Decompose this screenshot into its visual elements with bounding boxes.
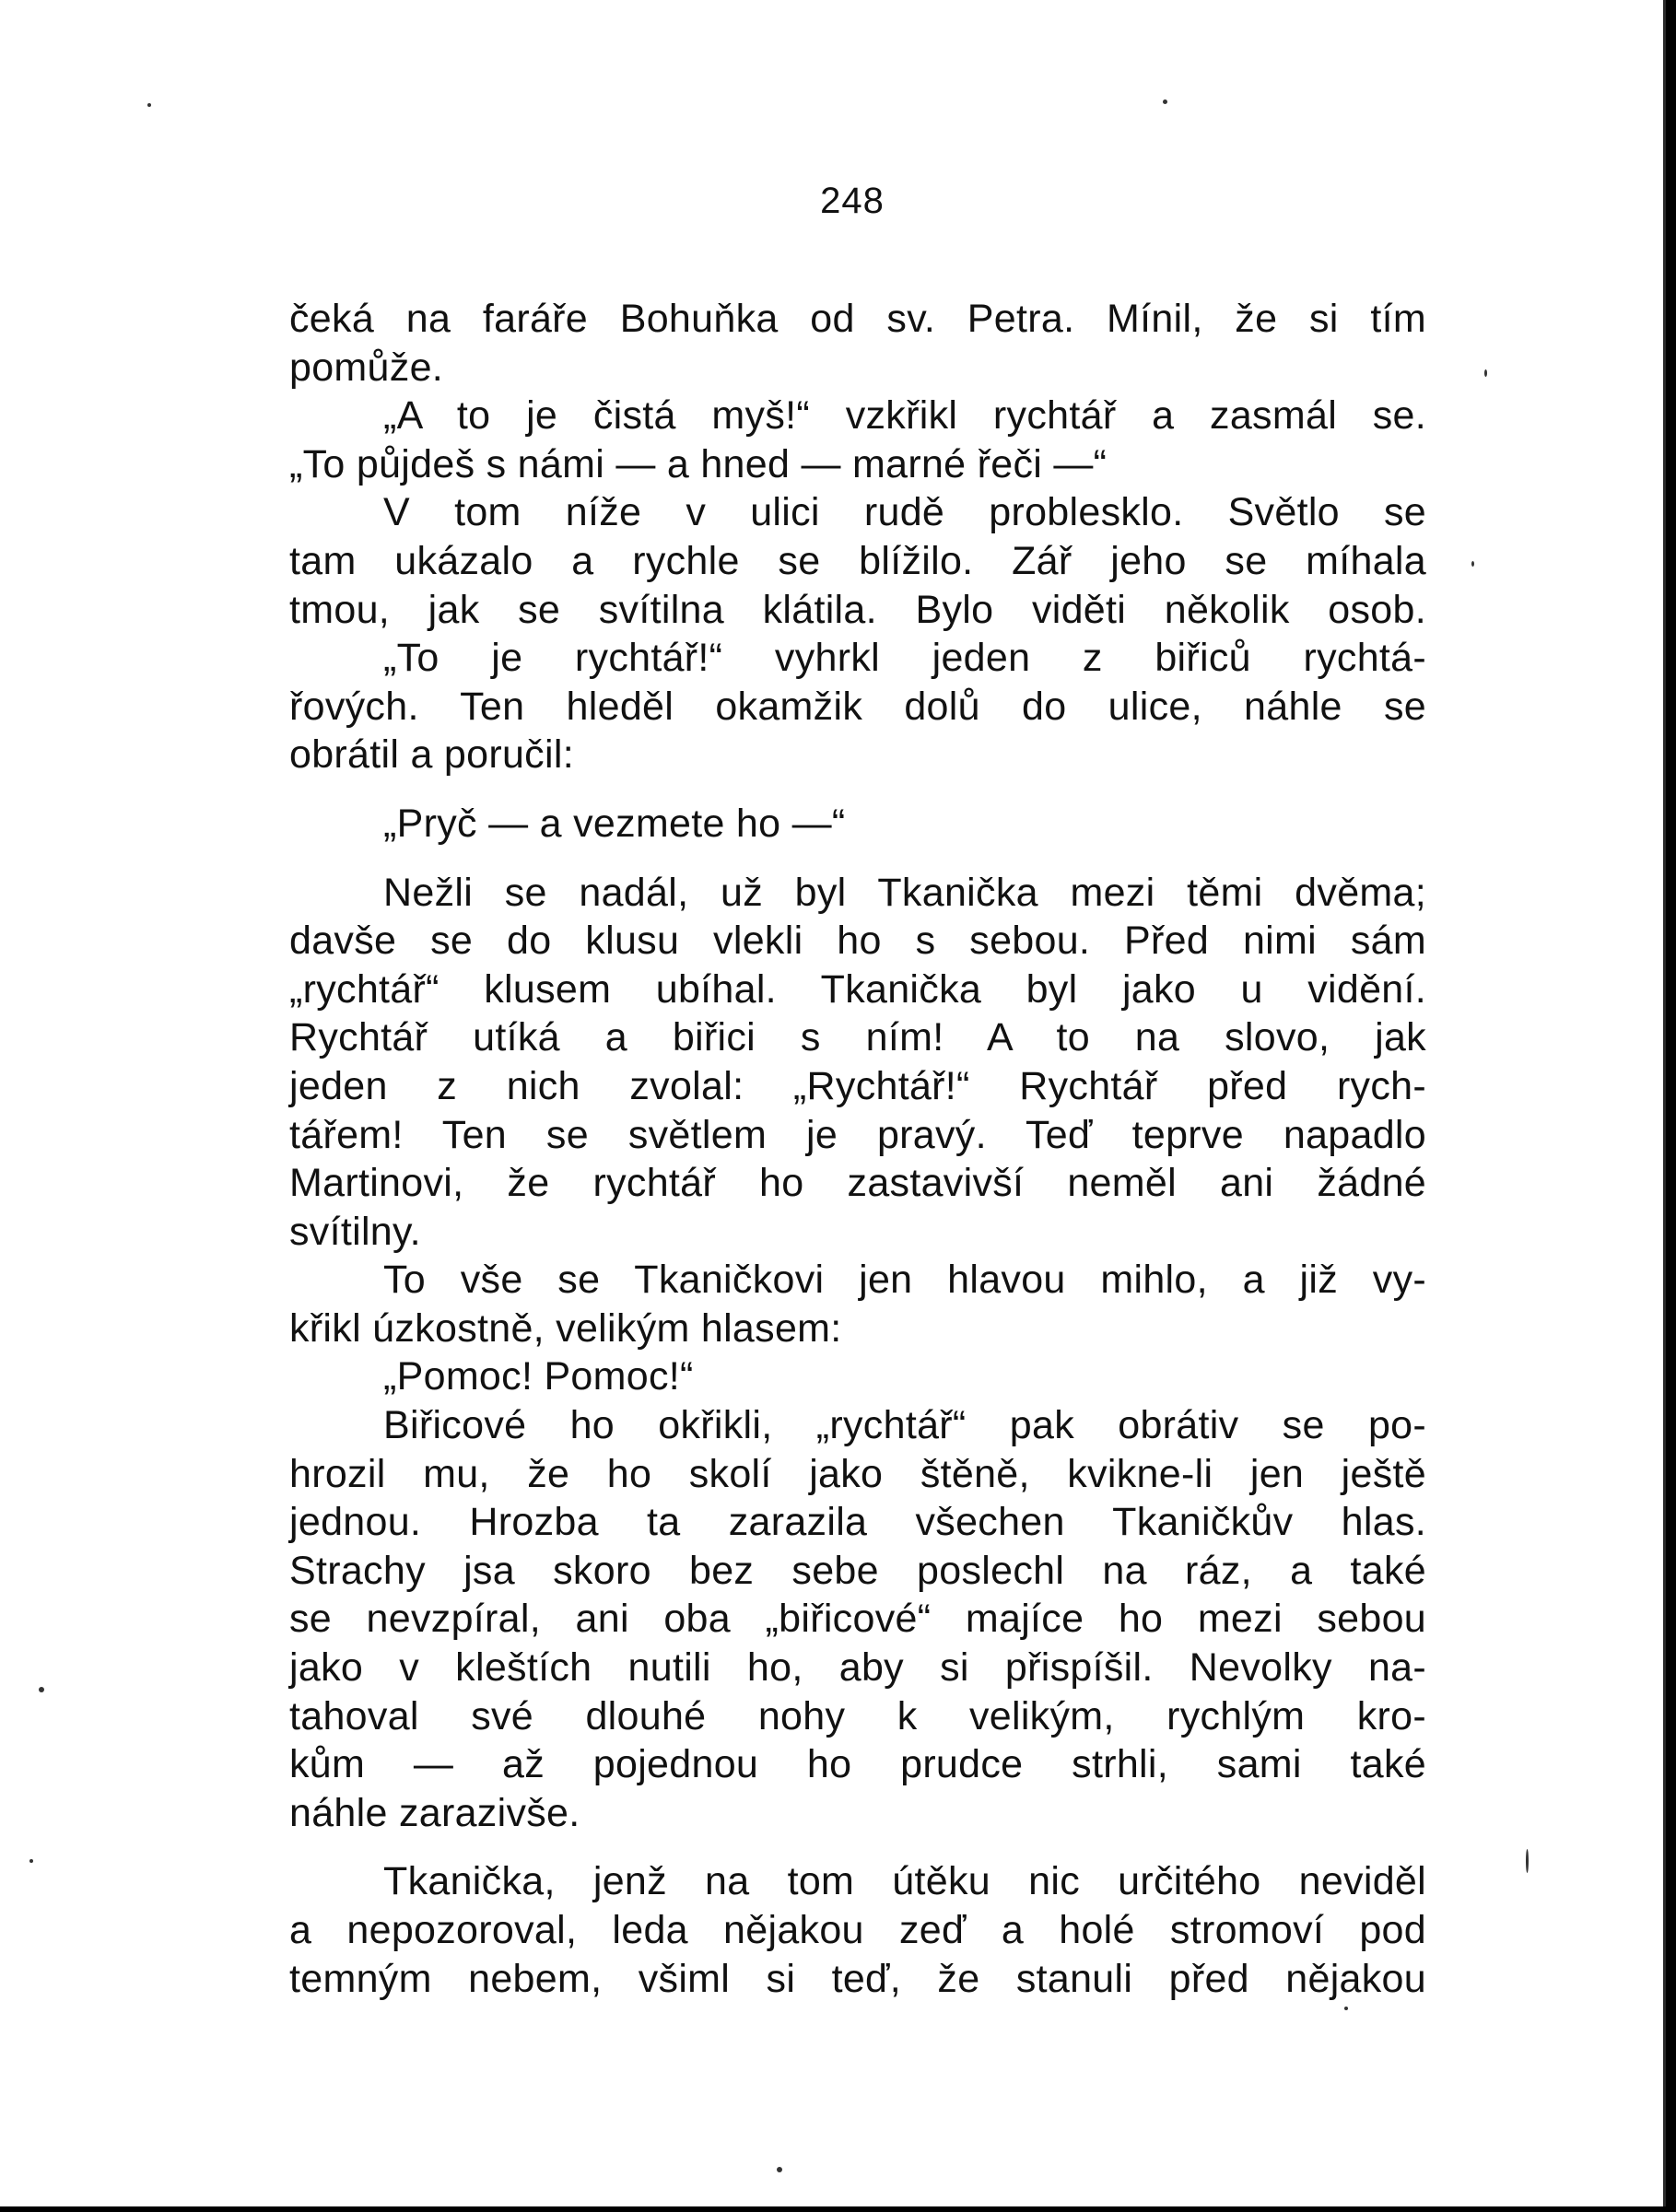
scan-border-bottom — [0, 2206, 1676, 2212]
text-line: tam ukázalo a rychle se blížilo. Zář jeho se míhala — [289, 538, 1426, 583]
text-line: „Pryč — a vezmete ho —“ — [383, 801, 846, 846]
text-line: tmou, jak se svítilna klátila. Bylo viděti několik osob. — [289, 587, 1426, 632]
text-line: náhle zarazivše. — [289, 1790, 580, 1835]
scan-speck — [1471, 561, 1474, 567]
text-line: „A to je čistá myš!“ vzkřikl rychtář a zasmál se. — [383, 393, 1426, 439]
text-line: „rychtář“ klusem ubíhal. Tkanička byl jako u vidění. — [289, 966, 1426, 1012]
scan-border-right — [1666, 0, 1676, 2212]
text-line: jako v kleštích nutili ho, aby si přispíšil. Nevolky na- — [289, 1645, 1426, 1691]
scan-speck — [147, 103, 151, 107]
text-line: křikl úzkostně, velikým hlasem: — [289, 1305, 842, 1351]
text-line: tářem! Ten se světlem je pravý. Teď teprve napadlo — [289, 1112, 1426, 1157]
body-text — [289, 295, 1426, 2003]
text-line: V tom níže v ulici rudě problesklo. Světlo se — [383, 490, 1426, 535]
text-line: hrozil mu, že ho skolí jako štěně, kvikne-li jen ještě — [289, 1451, 1426, 1496]
scan-speck — [1163, 99, 1167, 104]
text-line: davše se do klusu vlekli ho s sebou. Před nimi sám — [289, 919, 1426, 964]
text-line: Biřicové ho okřikli, „rychtář“ pak obrátiv se po- — [383, 1403, 1426, 1448]
text-line: „To půjdeš s námi — a hned — marné řeči —“ — [289, 441, 1108, 486]
scan-speck — [1484, 369, 1487, 377]
text-line: pomůže. — [289, 345, 444, 390]
scan-speck — [1526, 1849, 1529, 1873]
text-line: temným nebem, všiml si teď, že stanuli před nějakou — [289, 1956, 1426, 2001]
text-line: jeden z nich zvolal: „Rychtář!“ Rychtář před rych- — [289, 1063, 1426, 1108]
text-line: se nevzpíral, ani oba „biřicové“ majíce ho mezi sebou — [289, 1597, 1426, 1642]
scan-speck — [29, 1859, 33, 1863]
text-line: čeká na faráře Bohuňka od sv. Petra. Mínil, že si tím — [289, 297, 1426, 341]
text-line: Rychtář utíká a biřici s ním! A to na slovo, jak — [289, 1015, 1426, 1060]
text-line: Tkanička, jenž na tom útěku nic určitého neviděl — [383, 1859, 1426, 1904]
text-line: a nepozoroval, leda nějakou zeď a holé stromoví pod — [289, 1908, 1426, 1952]
text-line: Strachy jsa skoro bez sebe poslechl na ráz, a také — [289, 1548, 1426, 1593]
text-line: Martinovi, že rychtář ho zastavivší neměl ani žádné — [289, 1161, 1426, 1206]
text-line: „Pomoc! Pomoc!“ — [383, 1354, 694, 1399]
text-line: tahoval své dlouhé nohy k velikým, rychlým kro- — [289, 1693, 1426, 1738]
text-line: řových. Ten hleděl okamžik dolů do ulice, náhle se — [289, 684, 1426, 729]
text-line: Nežli se nadál, už byl Tkanička mezi těmi dvěma; — [383, 870, 1426, 915]
page-number: 248 — [820, 181, 885, 221]
text-line: kům — až pojednou ho prudce strhli, sami také — [289, 1742, 1426, 1787]
scan-speck — [777, 2167, 782, 2172]
text-line: „To je rychtář!“ vyhrkl jeden z biřiců rychtá- — [383, 636, 1426, 681]
text-line: jednou. Hrozba ta zarazila všechen Tkaničkův hlas. — [289, 1500, 1426, 1545]
text-line: To vše se Tkaničkovi jen hlavou mihlo, a již vy- — [383, 1258, 1426, 1303]
text-line: obrátil a poručil: — [289, 732, 574, 778]
scan-speck — [1344, 2007, 1348, 2010]
text-line: svítilny. — [289, 1209, 421, 1254]
scan-speck — [39, 1687, 44, 1692]
